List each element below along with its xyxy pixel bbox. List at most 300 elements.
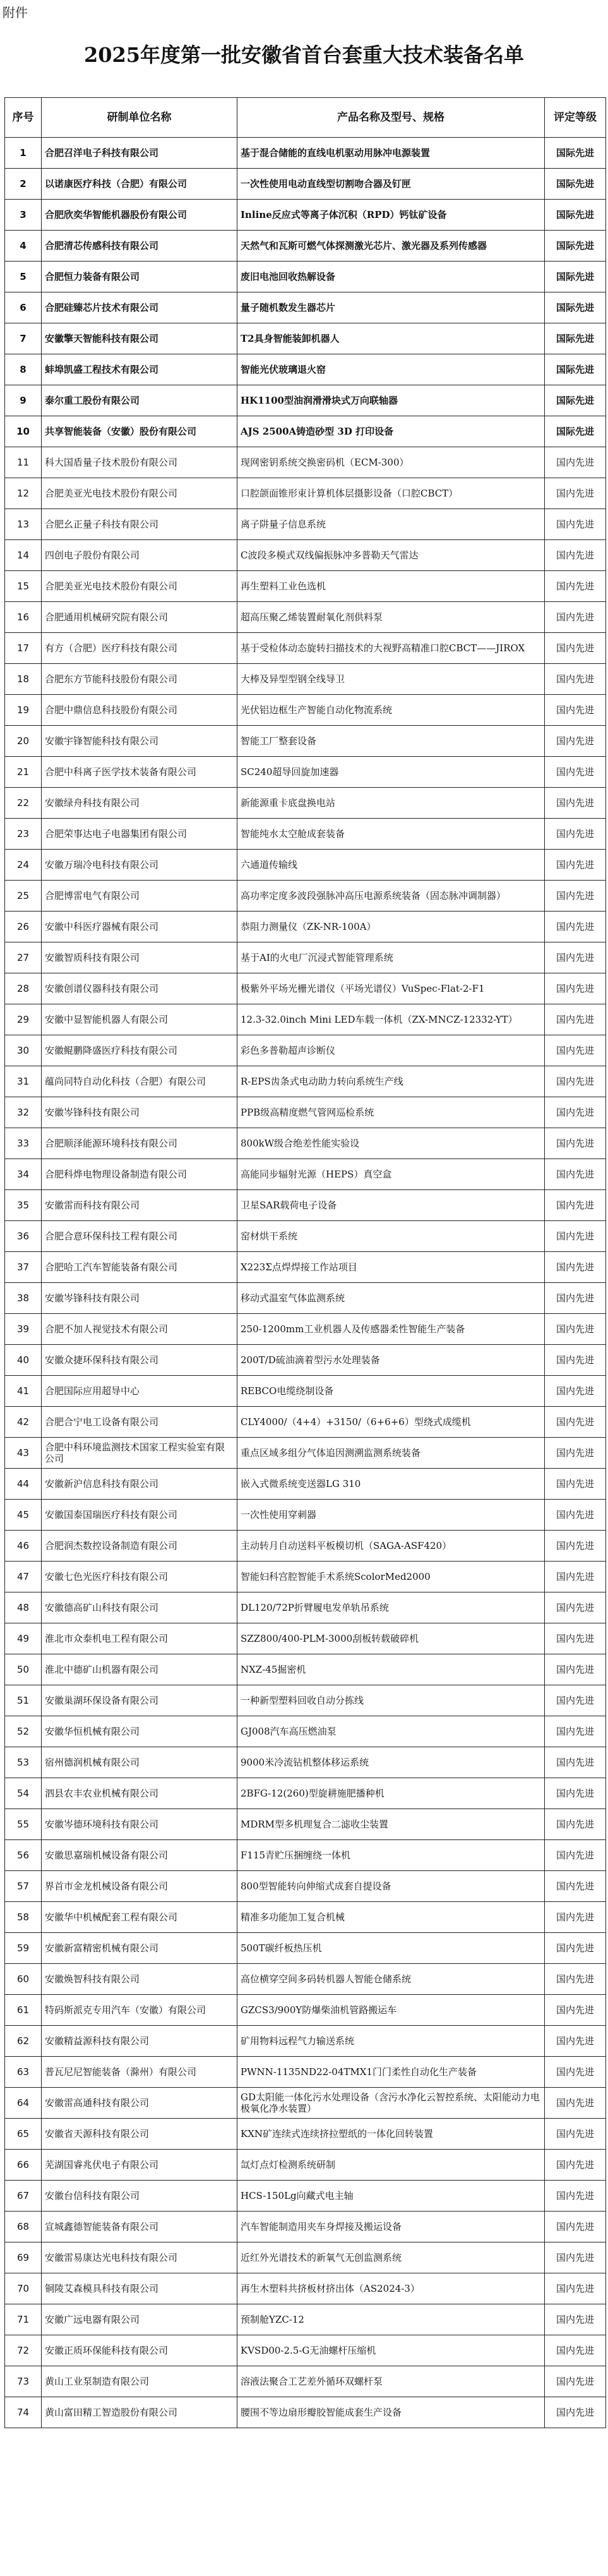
row-product-name: 彩色多普勒超声诊断仪 xyxy=(237,1035,545,1066)
table-row xyxy=(5,2242,606,2273)
row-level: 国内先进 xyxy=(545,2242,606,2273)
row-unit-name: 安徽台信科技有限公司 xyxy=(42,2181,237,2212)
row-unit-name: 合肥美亚光电技术股份有限公司 xyxy=(42,478,237,509)
row-unit-name: 淮北中德矿山机器有限公司 xyxy=(42,1654,237,1685)
row-number: 37 xyxy=(5,1252,42,1283)
row-level: 国内先进 xyxy=(545,1314,606,1345)
row-number: 36 xyxy=(5,1221,42,1252)
row-unit-name: 合肥中科离子医学技术装备有限公司 xyxy=(42,757,237,788)
row-product-name: KVSD00-2.5-G无油螺杆压缩机 xyxy=(237,2335,545,2366)
table-row xyxy=(5,385,606,416)
row-number: 23 xyxy=(5,819,42,850)
row-unit-name: 安徽雷高通科技有限公司 xyxy=(42,2088,237,2119)
table-row xyxy=(5,1469,606,1500)
row-unit-name: 蕴尚同特自动化科技（合肥）有限公司 xyxy=(42,1066,237,1097)
row-number: 46 xyxy=(5,1531,42,1562)
table-row xyxy=(5,540,606,571)
row-level: 国内先进 xyxy=(545,1685,606,1716)
row-unit-name: 安徽新富精密机械有限公司 xyxy=(42,1933,237,1964)
row-product-name: 200T/D硫油滴着型污水处理装备 xyxy=(237,1345,545,1376)
row-number: 21 xyxy=(5,757,42,788)
row-number: 70 xyxy=(5,2273,42,2304)
row-product-name: 再生木塑料共挤板材挤出体（AS2024-3） xyxy=(237,2273,545,2304)
row-level: 国内先进 xyxy=(545,478,606,509)
table-row xyxy=(5,1097,606,1128)
table-row xyxy=(5,1685,606,1716)
table-row xyxy=(5,1314,606,1345)
row-unit-name: 合肥清芯传感科技有限公司 xyxy=(42,231,237,262)
row-level: 国内先进 xyxy=(545,2150,606,2181)
table-row xyxy=(5,1654,606,1685)
row-level: 国内先进 xyxy=(545,447,606,478)
row-unit-name: 安徽正质环保能科技有限公司 xyxy=(42,2335,237,2366)
table-row xyxy=(5,1747,606,1778)
row-unit-name: 合肥合宁电工设备有限公司 xyxy=(42,1407,237,1438)
row-number: 22 xyxy=(5,788,42,819)
row-level: 国内先进 xyxy=(545,1933,606,1964)
table-row xyxy=(5,2335,606,2366)
row-number: 2 xyxy=(5,169,42,200)
table-row xyxy=(5,416,606,447)
row-product-name: AJS 2500A铸造砂型 3D 打印设备 xyxy=(237,416,545,447)
row-level: 国内先进 xyxy=(545,1066,606,1097)
row-level: 国内先进 xyxy=(545,1747,606,1778)
table-row xyxy=(5,2181,606,2212)
row-product-name: 现网密钥系统交换密码机（ECM-300） xyxy=(237,447,545,478)
table-row xyxy=(5,1376,606,1407)
row-unit-name: 合肥中鼎信息科技股份有限公司 xyxy=(42,695,237,726)
row-product-name: CLY4000/（4+4）+3150/（6+6+6）型绕式成缆机 xyxy=(237,1407,545,1438)
table-row xyxy=(5,1902,606,1933)
row-product-name: 基于AI的火电厂沉浸式智能管理系统 xyxy=(237,942,545,973)
row-unit-name: 安徽华恒机械有限公司 xyxy=(42,1716,237,1747)
row-number: 71 xyxy=(5,2304,42,2335)
row-unit-name: 合肥顺泽能源环境科技有限公司 xyxy=(42,1128,237,1159)
row-unit-name: 安徽精益源科技有限公司 xyxy=(42,2026,237,2057)
table-row xyxy=(5,478,606,509)
row-level: 国际先进 xyxy=(545,292,606,323)
row-level: 国内先进 xyxy=(545,973,606,1004)
row-unit-name: 安徽岑德环境科技有限公司 xyxy=(42,1809,237,1840)
row-number: 49 xyxy=(5,1623,42,1654)
row-product-name: 高能同步辐射光源（HEPS）真空盒 xyxy=(237,1159,545,1190)
row-number: 26 xyxy=(5,912,42,942)
header-level: 评定等级 xyxy=(545,98,606,138)
row-number: 52 xyxy=(5,1716,42,1747)
row-number: 25 xyxy=(5,881,42,912)
table-row xyxy=(5,602,606,633)
row-number: 7 xyxy=(5,323,42,354)
row-unit-name: 安徽德高矿山科技有限公司 xyxy=(42,1592,237,1623)
row-level: 国际先进 xyxy=(545,262,606,292)
row-product-name: 精准多功能加工复合机械 xyxy=(237,1902,545,1933)
row-level: 国内先进 xyxy=(545,2366,606,2397)
table-row xyxy=(5,2366,606,2397)
row-product-name: GZCS3/900Y防爆柴油机管路搬运车 xyxy=(237,1995,545,2026)
table-row xyxy=(5,1035,606,1066)
row-unit-name: 安徽雷而科技有限公司 xyxy=(42,1190,237,1221)
row-number: 3 xyxy=(5,200,42,231)
row-unit-name: 合肥召洋电子科技有限公司 xyxy=(42,138,237,169)
row-product-name: 近红外光谱技术的新氧气无创监测系统 xyxy=(237,2242,545,2273)
row-level: 国内先进 xyxy=(545,2057,606,2088)
row-number: 34 xyxy=(5,1159,42,1190)
table-row xyxy=(5,973,606,1004)
row-number: 28 xyxy=(5,973,42,1004)
row-level: 国内先进 xyxy=(545,1716,606,1747)
row-number: 18 xyxy=(5,664,42,695)
row-product-name: 500T碳纤板热压机 xyxy=(237,1933,545,1964)
row-level: 国内先进 xyxy=(545,1097,606,1128)
row-level: 国内先进 xyxy=(545,2212,606,2242)
row-unit-name: 安徽创谱仪器科技有限公司 xyxy=(42,973,237,1004)
table-row xyxy=(5,2026,606,2057)
row-level: 国内先进 xyxy=(545,1562,606,1592)
row-level: 国际先进 xyxy=(545,354,606,385)
row-level: 国内先进 xyxy=(545,1840,606,1871)
row-number: 43 xyxy=(5,1438,42,1469)
row-unit-name: 泰尔重工股份有限公司 xyxy=(42,385,237,416)
row-product-name: 矿用物料远程气力输送系统 xyxy=(237,2026,545,2057)
row-product-name: 一种新型塑料回收自动分拣线 xyxy=(237,1685,545,1716)
row-level: 国际先进 xyxy=(545,323,606,354)
table-row xyxy=(5,1592,606,1623)
table-row xyxy=(5,2212,606,2242)
table-row xyxy=(5,1840,606,1871)
table-row xyxy=(5,1562,606,1592)
row-product-name: PPB级高精度燃气管网巡检系统 xyxy=(237,1097,545,1128)
table-row xyxy=(5,571,606,602)
row-unit-name: 安徽鲲鹏降盛医疗科技有限公司 xyxy=(42,1035,237,1066)
row-unit-name: 安徽雷易康达光电科技有限公司 xyxy=(42,2242,237,2273)
table-row xyxy=(5,262,606,292)
row-unit-name: 共享智能装备（安徽）股份有限公司 xyxy=(42,416,237,447)
row-level: 国内先进 xyxy=(545,1871,606,1902)
row-product-name: Inline反应式等离子体沉积（RPD）钙钛矿设备 xyxy=(237,200,545,231)
row-unit-name: 安徽广远电器有限公司 xyxy=(42,2304,237,2335)
table-row xyxy=(5,138,606,169)
row-level: 国内先进 xyxy=(545,1531,606,1562)
table-row xyxy=(5,1407,606,1438)
equipment-list-table xyxy=(4,97,606,2428)
row-product-name: 高功率定度多波段强脉冲高压电源系统装备（固态脉冲调制器） xyxy=(237,881,545,912)
row-level: 国内先进 xyxy=(545,540,606,571)
row-number: 38 xyxy=(5,1283,42,1314)
row-product-name: 氙灯点灯检测系统研制 xyxy=(237,2150,545,2181)
row-number: 24 xyxy=(5,850,42,881)
table-row xyxy=(5,1252,606,1283)
table-row xyxy=(5,1066,606,1097)
row-level: 国内先进 xyxy=(545,2304,606,2335)
row-number: 27 xyxy=(5,942,42,973)
row-level: 国内先进 xyxy=(545,1035,606,1066)
row-product-name: 六通道传输线 xyxy=(237,850,545,881)
table-row xyxy=(5,1500,606,1531)
row-level: 国内先进 xyxy=(545,664,606,695)
row-number: 8 xyxy=(5,354,42,385)
row-product-name: T2具身智能装卸机器人 xyxy=(237,323,545,354)
row-product-name: HK1100型油润滑滑块式万向联轴器 xyxy=(237,385,545,416)
row-unit-name: 安徽华中机械配套工程有限公司 xyxy=(42,1902,237,1933)
row-level: 国际先进 xyxy=(545,200,606,231)
table-row xyxy=(5,2150,606,2181)
row-unit-name: 合肥不加人视觉技术有限公司 xyxy=(42,1314,237,1345)
row-number: 59 xyxy=(5,1933,42,1964)
row-product-name: 口腔颌面锥形束计算机体层摄影设备（口腔CBCT） xyxy=(237,478,545,509)
page-title: 2025年度第一批安徽省首台套重大技术装备名单 xyxy=(83,43,525,67)
row-number: 20 xyxy=(5,726,42,757)
row-unit-name: 黄山富田精工智造股份有限公司 xyxy=(42,2397,237,2428)
row-level: 国内先进 xyxy=(545,1407,606,1438)
row-number: 17 xyxy=(5,633,42,664)
row-unit-name: 合肥国际应用超导中心 xyxy=(42,1376,237,1407)
row-number: 54 xyxy=(5,1778,42,1809)
row-level: 国内先进 xyxy=(545,1438,606,1469)
row-unit-name: 安徽中科医疗器械有限公司 xyxy=(42,912,237,942)
row-unit-name: 铜陵艾森模具科技有限公司 xyxy=(42,2273,237,2304)
row-product-name: X223Σ点焊焊接工作站项目 xyxy=(237,1252,545,1283)
row-number: 45 xyxy=(5,1500,42,1531)
table-row xyxy=(5,850,606,881)
row-unit-name: 黄山工业泵制造有限公司 xyxy=(42,2366,237,2397)
row-number: 13 xyxy=(5,509,42,540)
table-row xyxy=(5,819,606,850)
row-number: 51 xyxy=(5,1685,42,1716)
row-product-name: 大棒及异型型钢全线导卫 xyxy=(237,664,545,695)
row-unit-name: 以诺康医疗科技（合肥）有限公司 xyxy=(42,169,237,200)
row-level: 国内先进 xyxy=(545,942,606,973)
row-level: 国内先进 xyxy=(545,1128,606,1159)
row-product-name: 光伏铝边框生产智能自动化物流系统 xyxy=(237,695,545,726)
table-row xyxy=(5,1190,606,1221)
row-product-name: DL120/72P折臂履电发单轨吊系统 xyxy=(237,1592,545,1623)
table-row xyxy=(5,2119,606,2150)
row-unit-name: 安徽擎天智能科技有限公司 xyxy=(42,323,237,354)
row-level: 国内先进 xyxy=(545,1345,606,1376)
row-product-name: 9000米冷流钻机整体移运系统 xyxy=(237,1747,545,1778)
row-number: 48 xyxy=(5,1592,42,1623)
row-product-name: 800型智能转向伸缩式成套自提设备 xyxy=(237,1871,545,1902)
row-level: 国内先进 xyxy=(545,633,606,664)
row-unit-name: 安徽智质科技有限公司 xyxy=(42,942,237,973)
table-row xyxy=(5,1345,606,1376)
row-number: 30 xyxy=(5,1035,42,1066)
row-product-name: 智能工厂整套设备 xyxy=(237,726,545,757)
row-unit-name: 合肥科烨电物理设备制造有限公司 xyxy=(42,1159,237,1190)
row-level: 国内先进 xyxy=(545,788,606,819)
row-level: 国内先进 xyxy=(545,726,606,757)
row-level: 国内先进 xyxy=(545,1592,606,1623)
row-number: 47 xyxy=(5,1562,42,1592)
row-unit-name: 合肥博雷电气有限公司 xyxy=(42,881,237,912)
row-product-name: 新能源重卡底盘换电站 xyxy=(237,788,545,819)
row-number: 61 xyxy=(5,1995,42,2026)
row-product-name: 一次性使用电动直线型切割吻合器及钉匣 xyxy=(237,169,545,200)
row-product-name: 智能光伏玻璃退火窑 xyxy=(237,354,545,385)
row-product-name: 主动转月自动送料平板模切机（SAGA-ASF420） xyxy=(237,1531,545,1562)
row-number: 5 xyxy=(5,262,42,292)
row-unit-name: 淮北市众泰机电工程有限公司 xyxy=(42,1623,237,1654)
row-product-name: 重点区域多组分气体追因测溯监测系统装备 xyxy=(237,1438,545,1469)
table-header-row xyxy=(5,98,606,138)
row-product-name: GD太阳能一体化污水处理设备（含污水净化云智控系统、太阳能动力电极氧化净水装置） xyxy=(237,2088,545,2119)
table-row xyxy=(5,354,606,385)
table-row xyxy=(5,757,606,788)
row-product-name: 再生塑料工业色选机 xyxy=(237,571,545,602)
row-product-name: 基于受检体动态旋转扫描技术的大视野高精准口腔CBCT——JIROX xyxy=(237,633,545,664)
row-number: 14 xyxy=(5,540,42,571)
row-product-name: 基于混合储能的直线电机驱动用脉冲电源装置 xyxy=(237,138,545,169)
row-unit-name: 合肥硅臻芯片技术有限公司 xyxy=(42,292,237,323)
row-product-name: REBCO电缆绕制设备 xyxy=(237,1376,545,1407)
table-row xyxy=(5,788,606,819)
table-body xyxy=(5,138,606,2428)
row-level: 国内先进 xyxy=(545,602,606,633)
header-unit: 研制单位名称 xyxy=(42,98,237,138)
row-unit-name: 芜湖国睿兆伏电子有限公司 xyxy=(42,2150,237,2181)
table-row xyxy=(5,1778,606,1809)
row-number: 35 xyxy=(5,1190,42,1221)
table-row xyxy=(5,2304,606,2335)
table-row xyxy=(5,1716,606,1747)
row-level: 国内先进 xyxy=(545,881,606,912)
row-product-name: NXZ-45掘密机 xyxy=(237,1654,545,1685)
row-level: 国际先进 xyxy=(545,138,606,169)
row-unit-name: 安徽中显智能机器人有限公司 xyxy=(42,1004,237,1035)
row-number: 1 xyxy=(5,138,42,169)
row-number: 39 xyxy=(5,1314,42,1345)
table-row xyxy=(5,231,606,262)
row-product-name: SC240超导回旋加速器 xyxy=(237,757,545,788)
row-number: 58 xyxy=(5,1902,42,1933)
row-number: 72 xyxy=(5,2335,42,2366)
row-number: 74 xyxy=(5,2397,42,2428)
table-row xyxy=(5,1964,606,1995)
row-number: 68 xyxy=(5,2212,42,2242)
table-row xyxy=(5,292,606,323)
row-unit-name: 合肥通用机械研究院有限公司 xyxy=(42,602,237,633)
row-level: 国内先进 xyxy=(545,1500,606,1531)
row-number: 33 xyxy=(5,1128,42,1159)
row-number: 55 xyxy=(5,1809,42,1840)
row-unit-name: 安徽新沪信息科技有限公司 xyxy=(42,1469,237,1500)
row-unit-name: 合肥中科环境监测技术国家工程实验室有限公司 xyxy=(42,1438,237,1469)
row-number: 62 xyxy=(5,2026,42,2057)
row-level: 国内先进 xyxy=(545,2273,606,2304)
row-unit-name: 合肥荣事达电子电器集团有限公司 xyxy=(42,819,237,850)
row-number: 15 xyxy=(5,571,42,602)
row-level: 国内先进 xyxy=(545,1964,606,1995)
row-product-name: GJ008汽车高压燃油泵 xyxy=(237,1716,545,1747)
row-number: 60 xyxy=(5,1964,42,1995)
row-level: 国内先进 xyxy=(545,1376,606,1407)
row-unit-name: 特码斯派克专用汽车（安徽）有限公司 xyxy=(42,1995,237,2026)
row-product-name: C波段多模式双线偏振脉冲多普勒天气雷达 xyxy=(237,540,545,571)
row-number: 44 xyxy=(5,1469,42,1500)
table-row xyxy=(5,942,606,973)
row-unit-name: 安徽思嘉瑞机械设备有限公司 xyxy=(42,1840,237,1871)
table-row xyxy=(5,2397,606,2428)
row-number: 10 xyxy=(5,416,42,447)
row-unit-name: 普瓦尼尼智能装备（滁州）有限公司 xyxy=(42,2057,237,2088)
row-unit-name: 宿州德润机械有限公司 xyxy=(42,1747,237,1778)
row-product-name: 天然气和瓦斯可燃气体探测激光芯片、激光器及系列传感器 xyxy=(237,231,545,262)
table-row xyxy=(5,664,606,695)
row-number: 73 xyxy=(5,2366,42,2397)
row-level: 国内先进 xyxy=(545,2181,606,2212)
row-unit-name: 合肥恒力装备有限公司 xyxy=(42,262,237,292)
row-unit-name: 安徽国泰国瑞医疗科技有限公司 xyxy=(42,1500,237,1531)
row-level: 国内先进 xyxy=(545,1469,606,1500)
row-level: 国内先进 xyxy=(545,1654,606,1685)
row-product-name: 智能妇科宫腔智能手术系统ScolorMed2000 xyxy=(237,1562,545,1592)
row-product-name: 废旧电池回收热解设备 xyxy=(237,262,545,292)
row-level: 国际先进 xyxy=(545,385,606,416)
table-row xyxy=(5,169,606,200)
row-product-name: 汽车智能制造用夹车身焊接及搬运设备 xyxy=(237,2212,545,2242)
row-number: 56 xyxy=(5,1840,42,1871)
table-row xyxy=(5,726,606,757)
row-level: 国内先进 xyxy=(545,1190,606,1221)
row-level: 国内先进 xyxy=(545,850,606,881)
table-row xyxy=(5,1128,606,1159)
header-no: 序号 xyxy=(5,98,42,138)
row-level: 国内先进 xyxy=(545,695,606,726)
row-level: 国内先进 xyxy=(545,2397,606,2428)
row-product-name: 恭阻力测量仪（ZK-NR-100A） xyxy=(237,912,545,942)
row-unit-name: 合肥合意环保科技工程有限公司 xyxy=(42,1221,237,1252)
row-unit-name: 安徽岑锋科技有限公司 xyxy=(42,1283,237,1314)
row-product-name: 2BFG-12(260)型旋耕施肥播种机 xyxy=(237,1778,545,1809)
row-level: 国内先进 xyxy=(545,571,606,602)
row-product-name: 250-1200mm工业机器人及传感器柔性智能生产装备 xyxy=(237,1314,545,1345)
row-number: 42 xyxy=(5,1407,42,1438)
table-row xyxy=(5,1004,606,1035)
row-number: 29 xyxy=(5,1004,42,1035)
row-unit-name: 安徽巢湖环保设备有限公司 xyxy=(42,1685,237,1716)
row-level: 国内先进 xyxy=(545,2119,606,2150)
table-row xyxy=(5,323,606,354)
row-number: 6 xyxy=(5,292,42,323)
row-level: 国内先进 xyxy=(545,1809,606,1840)
row-number: 67 xyxy=(5,2181,42,2212)
row-unit-name: 合肥美亚光电技术股份有限公司 xyxy=(42,571,237,602)
row-level: 国内先进 xyxy=(545,1995,606,2026)
row-product-name: 超高压聚乙烯装置耐氧化剂供料泵 xyxy=(237,602,545,633)
row-product-name: 窑材烘干系统 xyxy=(237,1221,545,1252)
row-unit-name: 安徽宇锋智能科技有限公司 xyxy=(42,726,237,757)
table-row xyxy=(5,881,606,912)
row-product-name: 高位横穿空间多码转机器人智能仓储系统 xyxy=(237,1964,545,1995)
row-level: 国内先进 xyxy=(545,1283,606,1314)
table-row xyxy=(5,1933,606,1964)
row-number: 12 xyxy=(5,478,42,509)
row-unit-name: 安徽焕智科技有限公司 xyxy=(42,1964,237,1995)
table-row xyxy=(5,695,606,726)
row-number: 4 xyxy=(5,231,42,262)
row-product-name: R-EPS齿条式电动助力转向系统生产线 xyxy=(237,1066,545,1097)
row-number: 63 xyxy=(5,2057,42,2088)
row-product-name: PWNN-1135ND22-04TMX1门门柔性自动化生产装备 xyxy=(237,2057,545,2088)
row-product-name: HCS-150Lg向藏式电主轴 xyxy=(237,2181,545,2212)
table-row xyxy=(5,1871,606,1902)
row-level: 国际先进 xyxy=(545,416,606,447)
table-row xyxy=(5,1995,606,2026)
table-row xyxy=(5,1623,606,1654)
row-product-name: 极紫外平场光栅光谱仪（平场光谱仪）VuSpec-Flat-2-F1 xyxy=(237,973,545,1004)
row-unit-name: 四创电子股份有限公司 xyxy=(42,540,237,571)
row-product-name: MDRM型多机理复合二滤收尘装置 xyxy=(237,1809,545,1840)
